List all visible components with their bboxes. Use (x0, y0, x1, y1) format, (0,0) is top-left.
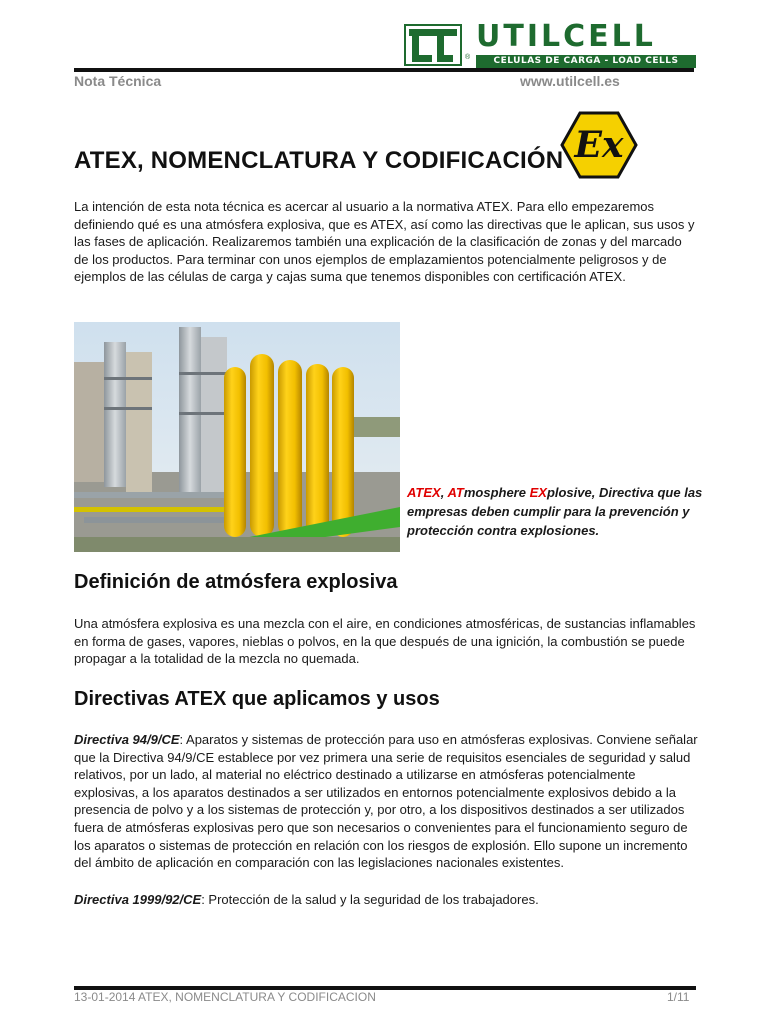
section-heading-directives: Directivas ATEX que aplicamos y usos (74, 688, 440, 710)
registered-mark: ® (465, 54, 471, 61)
directive-1999-92-label: Directiva 1999/92/CE (74, 892, 202, 907)
directive-1999-92-paragraph (74, 891, 698, 909)
section-heading-definition: Definición de atmósfera explosiva (74, 571, 398, 593)
caption-comma: , (440, 485, 448, 500)
directive-94-9-label: Directiva 94/9/CE (74, 732, 180, 747)
header-website-link[interactable]: www.utilcell.es (520, 73, 620, 89)
industrial-plant-photo (74, 322, 400, 552)
brand-name: UTILCELL (476, 19, 656, 54)
company-logo (404, 19, 696, 68)
page-number: 1/11 (667, 990, 690, 1004)
caption-at: AT (447, 485, 464, 500)
directive-94-9-paragraph (74, 731, 698, 872)
brand-tagline: CELULAS DE CARGA - LOAD CELLS (476, 55, 696, 68)
ex-badge-text: Ex (574, 124, 624, 166)
directive-94-9-text: : Aparatos y sistemas de protección para uso en atmósferas explosivas. Conviene señalar que la Directiva 94/9/CE establece por vez primera una serie de requisitos esenciales de seguridad y salud relativos, por un lado, al material no eléctrico destinado a utilizarse en atmósferas potencialmente explosivas, a los aparatos destinados a ser utilizados en entornos potencialmente explosivos debido a la presencia de polvo y a los sistemas de protección y, por otro, a los dispositivos destinados a ser utilizados fuera de atmósferas explosivas pero que son necesarios o convenientes para el funcionamiento seguro de los aparatos o sistemas de protección en relación con los riesgos de explosión. Ello supone un incremento del ámbito de aplicación en comparación con las legislaciones nacionales existentes. (74, 732, 698, 871)
footer-doc-info: 13-01-2014 ATEX, NOMENCLATURA Y CODIFICACION (74, 990, 376, 1004)
directive-1999-92-text: : Protección de la salud y la seguridad de los trabajadores. (201, 892, 539, 907)
caption-atex: ATEX (407, 485, 441, 500)
ex-hazard-icon (560, 110, 638, 180)
page-title: ATEX, NOMENCLATURA Y CODIFICACIÓN (74, 147, 564, 174)
caption-rest: plosive, Directiva que las empresas deben cumplir para la prevención y protección contra explosiones. (407, 485, 703, 538)
photo-caption (407, 483, 707, 540)
utilcell-logo-mark-icon (404, 24, 462, 66)
definition-paragraph: Una atmósfera explosiva es una mezcla con el aire, en condiciones atmosféricas, de sustancias inflamables en forma de gases, vapores, nieblas o polvos, en la que después de una ignición, la combustión se puede propagar a la totalidad de la mezcla no quemada. (74, 616, 696, 667)
intro-paragraph: La intención de esta nota técnica es acercar al usuario a la normativa ATEX. Para ello empezaremos definiendo qué es una atmósfera explosiva, que es ATEX, así como las directivas que le aplican, sus usos y las fases de aplicación. Realizaremos también una explicación de la clasificación de zonas y del marcado de los productos. Para terminar con unos ejemplos de emplazamientos potencialmente peligrosos y de ejemplos de las células de carga y cajas suma que tenemos disponibles con certificación ATEX. (74, 199, 695, 285)
caption-mosphere: mosphere (463, 485, 530, 500)
header-rule (74, 68, 694, 72)
header-doc-type: Nota Técnica (74, 73, 162, 89)
caption-ex: EX (529, 485, 547, 500)
